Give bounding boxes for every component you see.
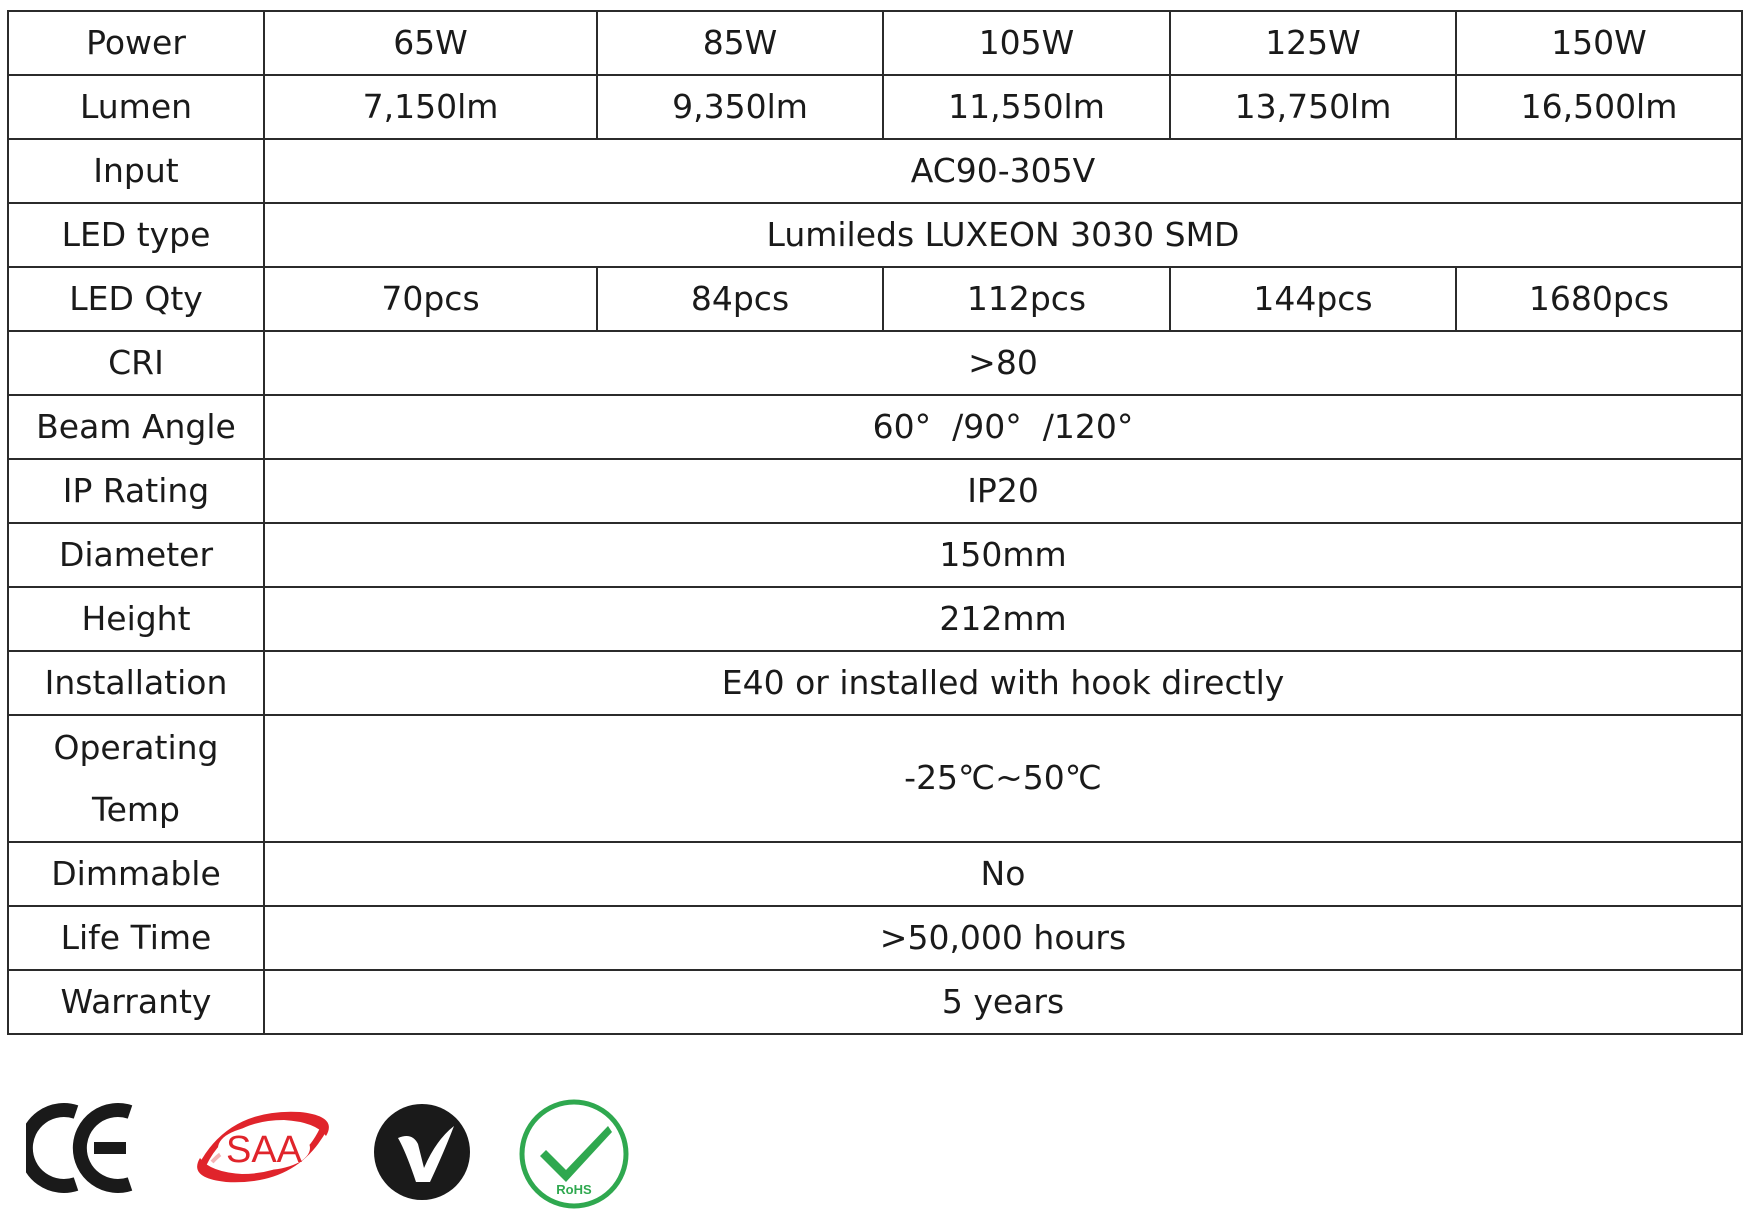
input-value: AC90-305V [264,139,1742,203]
row-cri [8,331,1742,395]
led-qty-value: 144pcs [1170,267,1456,331]
row-led-type [8,203,1742,267]
row-power [8,11,1742,75]
row-label: Power [8,11,264,75]
row-label: Input [8,139,264,203]
row-label: LED type [8,203,264,267]
power-value: 105W [883,11,1170,75]
row-height [8,587,1742,651]
height-value: 212mm [264,587,1742,651]
beam-angle-value: 60° /90° /120° [264,395,1742,459]
row-label: Life Time [8,906,264,970]
dimmable-value: No [264,842,1742,906]
row-label: Beam Angle [8,395,264,459]
row-life-time [8,906,1742,970]
power-value: 85W [597,11,883,75]
row-warranty [8,970,1742,1034]
saa-mark-icon [188,1104,338,1194]
lumen-value: 13,750lm [1170,75,1456,139]
rohs-mark-text: RoHS [556,1182,592,1197]
led-qty-value: 112pcs [883,267,1170,331]
lumen-value: 9,350lm [597,75,883,139]
row-diameter [8,523,1742,587]
row-label: LED Qty [8,267,264,331]
row-label: Installation [8,651,264,715]
led-qty-value: 84pcs [597,267,883,331]
saa-mark-text: SAA [225,1129,303,1171]
warranty-value: 5 years [264,970,1742,1034]
spec-table [7,10,1743,1035]
row-operating-temp [8,715,1742,842]
ip-rating-value: IP20 [264,459,1742,523]
led-qty-value: 1680pcs [1456,267,1742,331]
row-beam-angle [8,395,1742,459]
row-label: Height [8,587,264,651]
row-label [8,715,264,842]
row-input [8,139,1742,203]
power-value: 65W [264,11,597,75]
operating-temp-value: -25℃~50℃ [264,715,1742,842]
row-lumen [8,75,1742,139]
rohs-mark-icon [516,1098,632,1218]
lumen-value: 16,500lm [1456,75,1742,139]
row-installation [8,651,1742,715]
ce-mark-icon [26,1098,138,1202]
row-label-line: Temp [92,789,180,829]
led-type-value: Lumileds LUXEON 3030 SMD [264,203,1742,267]
row-label: IP Rating [8,459,264,523]
lumen-value: 7,150lm [264,75,597,139]
lumen-value: 11,550lm [883,75,1170,139]
row-label: CRI [8,331,264,395]
row-label: Lumen [8,75,264,139]
row-label-line: Operating [53,727,219,767]
life-time-value: >50,000 hours [264,906,1742,970]
row-label: Dimmable [8,842,264,906]
power-value: 150W [1456,11,1742,75]
row-label: Diameter [8,523,264,587]
row-dimmable [8,842,1742,906]
power-value: 125W [1170,11,1456,75]
led-qty-value: 70pcs [264,267,597,331]
row-ip-rating [8,459,1742,523]
c-tick-mark-icon [370,1100,474,1208]
installation-value: E40 or installed with hook directly [264,651,1742,715]
row-led-qty [8,267,1742,331]
row-label: Warranty [8,970,264,1034]
cri-value: >80 [264,331,1742,395]
diameter-value: 150mm [264,523,1742,587]
